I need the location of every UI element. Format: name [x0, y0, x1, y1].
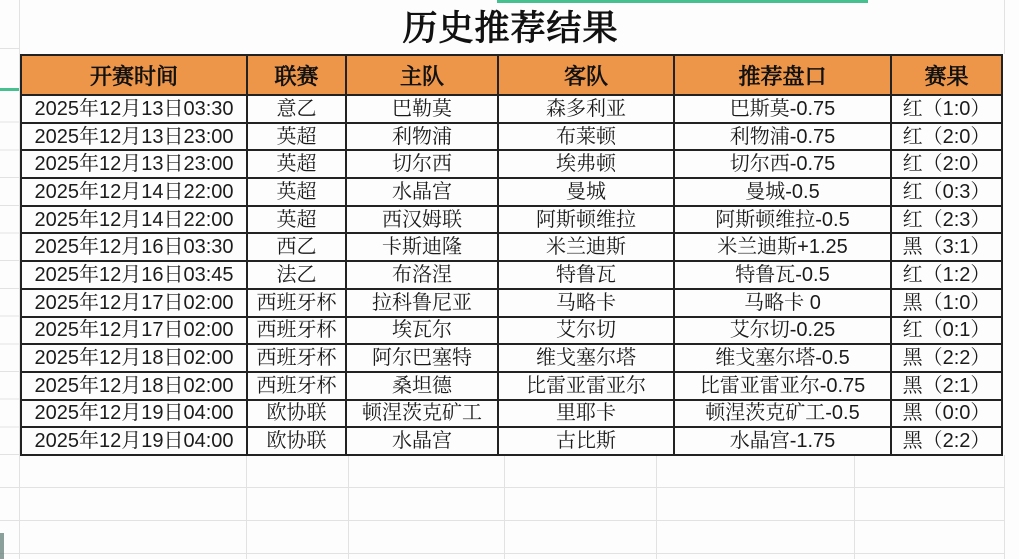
- table-row: [21, 150, 1002, 178]
- table-row: [21, 427, 1002, 455]
- empty-grid-vline: [246, 455, 247, 559]
- cell-league[interactable]: 西班牙杯: [247, 372, 346, 400]
- cell-result[interactable]: 红（0:3）: [891, 178, 1002, 206]
- cell-result[interactable]: 黑（2:2）: [891, 344, 1002, 372]
- cell-handicap[interactable]: 米兰迪斯+1.25: [674, 233, 891, 261]
- cell-league[interactable]: 英超: [247, 123, 346, 151]
- cell-time[interactable]: 2025年12月14日22:00: [21, 178, 247, 206]
- selection-edge-left: [0, 88, 19, 91]
- cell-time[interactable]: 2025年12月13日23:00: [21, 150, 247, 178]
- cell-home[interactable]: 桑坦德: [346, 372, 498, 400]
- cell-league[interactable]: 意乙: [247, 95, 346, 123]
- cell-result[interactable]: 黑（3:1）: [891, 233, 1002, 261]
- recommendation-table: [20, 54, 1003, 456]
- empty-grid-vline: [504, 455, 505, 559]
- cell-league[interactable]: 英超: [247, 150, 346, 178]
- cell-handicap[interactable]: 巴斯莫-0.75: [674, 95, 891, 123]
- cell-away[interactable]: 阿斯顿维拉: [498, 206, 674, 234]
- cell-result[interactable]: 红（2:3）: [891, 206, 1002, 234]
- cell-time[interactable]: 2025年12月18日02:00: [21, 344, 247, 372]
- table-row: [21, 317, 1002, 345]
- cell-handicap[interactable]: 艾尔切-0.25: [674, 317, 891, 345]
- cell-away[interactable]: 森多利亚: [498, 95, 674, 123]
- cell-away[interactable]: 埃弗顿: [498, 150, 674, 178]
- empty-grid-vline: [854, 455, 855, 559]
- cell-handicap[interactable]: 水晶宫-1.75: [674, 427, 891, 455]
- cell-away[interactable]: 里耶卡: [498, 400, 674, 428]
- cell-home[interactable]: 水晶宫: [346, 178, 498, 206]
- cell-league[interactable]: 西班牙杯: [247, 317, 346, 345]
- cell-home[interactable]: 拉科鲁尼亚: [346, 289, 498, 317]
- left-strip-title-gridline: [0, 48, 19, 49]
- table-row: [21, 233, 1002, 261]
- cell-time[interactable]: 2025年12月13日03:30: [21, 95, 247, 123]
- cell-time[interactable]: 2025年12月17日02:00: [21, 317, 247, 345]
- table-row: [21, 178, 1002, 206]
- cell-result[interactable]: 红（2:0）: [891, 123, 1002, 151]
- cell-league[interactable]: 英超: [247, 206, 346, 234]
- cell-league[interactable]: 欧协联: [247, 427, 346, 455]
- cell-league[interactable]: 英超: [247, 178, 346, 206]
- scroll-edge-mark: [0, 533, 4, 559]
- selection-edge-top: [497, 0, 868, 3]
- empty-cells-grid[interactable]: [20, 455, 1005, 559]
- cell-away[interactable]: 米兰迪斯: [498, 233, 674, 261]
- cell-away[interactable]: 古比斯: [498, 427, 674, 455]
- cell-handicap[interactable]: 切尔西-0.75: [674, 150, 891, 178]
- cell-away[interactable]: 艾尔切: [498, 317, 674, 345]
- table-row: [21, 400, 1002, 428]
- cell-league[interactable]: 法乙: [247, 261, 346, 289]
- cell-away[interactable]: 布莱顿: [498, 123, 674, 151]
- cell-home[interactable]: 西汉姆联: [346, 206, 498, 234]
- cell-home[interactable]: 切尔西: [346, 150, 498, 178]
- column-header-handicap[interactable]: 推荐盘口: [674, 55, 891, 95]
- cell-result[interactable]: 红（1:0）: [891, 95, 1002, 123]
- cell-result[interactable]: 黑（2:1）: [891, 372, 1002, 400]
- cell-handicap[interactable]: 利物浦-0.75: [674, 123, 891, 151]
- cell-league[interactable]: 西班牙杯: [247, 344, 346, 372]
- cell-handicap[interactable]: 顿涅茨克矿工-0.5: [674, 400, 891, 428]
- cell-result[interactable]: 红（1:2）: [891, 261, 1002, 289]
- table-row: [21, 289, 1002, 317]
- cell-time[interactable]: 2025年12月18日02:00: [21, 372, 247, 400]
- header-row: [21, 55, 1002, 95]
- cell-league[interactable]: 西乙: [247, 233, 346, 261]
- cell-home[interactable]: 水晶宫: [346, 427, 498, 455]
- column-header-league[interactable]: 联赛: [247, 55, 346, 95]
- cell-home[interactable]: 利物浦: [346, 123, 498, 151]
- cell-home[interactable]: 埃瓦尔: [346, 317, 498, 345]
- cell-handicap[interactable]: 阿斯顿维拉-0.5: [674, 206, 891, 234]
- column-header-result[interactable]: 赛果: [891, 55, 1002, 95]
- column-header-away[interactable]: 客队: [498, 55, 674, 95]
- right-edge-gridline: [1004, 0, 1005, 54]
- cell-away[interactable]: 曼城: [498, 178, 674, 206]
- cell-home[interactable]: 阿尔巴塞特: [346, 344, 498, 372]
- table-row: [21, 123, 1002, 151]
- cell-time[interactable]: 2025年12月16日03:30: [21, 233, 247, 261]
- table-row: [21, 344, 1002, 372]
- empty-grid-vline: [1004, 455, 1005, 559]
- cell-result[interactable]: 红（2:0）: [891, 150, 1002, 178]
- cell-result[interactable]: 黑（1:0）: [891, 289, 1002, 317]
- cell-time[interactable]: 2025年12月13日23:00: [21, 123, 247, 151]
- cell-time[interactable]: 2025年12月19日04:00: [21, 400, 247, 428]
- table-body: [21, 95, 1002, 455]
- cell-result[interactable]: 黑（0:0）: [891, 400, 1002, 428]
- cell-result[interactable]: 黑（2:2）: [891, 427, 1002, 455]
- empty-grid-vline: [348, 455, 349, 559]
- cell-time[interactable]: 2025年12月19日04:00: [21, 427, 247, 455]
- table-row: [21, 95, 1002, 123]
- cell-handicap[interactable]: 维戈塞尔塔-0.5: [674, 344, 891, 372]
- cell-league[interactable]: 欧协联: [247, 400, 346, 428]
- cell-away[interactable]: 特鲁瓦: [498, 261, 674, 289]
- cell-handicap[interactable]: 马略卡 0: [674, 289, 891, 317]
- empty-grid-vline: [656, 455, 657, 559]
- table-row: [21, 261, 1002, 289]
- cell-time[interactable]: 2025年12月17日02:00: [21, 289, 247, 317]
- cell-away[interactable]: 维戈塞尔塔: [498, 344, 674, 372]
- page-title[interactable]: 历史推荐结果: [402, 9, 619, 48]
- cell-handicap[interactable]: 比雷亚雷亚尔-0.75: [674, 372, 891, 400]
- cell-away[interactable]: 马略卡: [498, 289, 674, 317]
- cell-home[interactable]: 卡斯迪隆: [346, 233, 498, 261]
- cell-home[interactable]: 巴勒莫: [346, 95, 498, 123]
- left-strip-row-gridlines: [0, 95, 19, 456]
- cell-home[interactable]: 顿涅茨克矿工: [346, 400, 498, 428]
- cell-handicap[interactable]: 曼城-0.5: [674, 178, 891, 206]
- table-row: [21, 372, 1002, 400]
- cell-home[interactable]: 布洛涅: [346, 261, 498, 289]
- column-header-time[interactable]: 开赛时间: [21, 55, 247, 95]
- cell-time[interactable]: 2025年12月14日22:00: [21, 206, 247, 234]
- cell-time[interactable]: 2025年12月16日03:45: [21, 261, 247, 289]
- cell-result[interactable]: 红（0:1）: [891, 317, 1002, 345]
- column-header-home[interactable]: 主队: [346, 55, 498, 95]
- cell-away[interactable]: 比雷亚雷亚尔: [498, 372, 674, 400]
- cell-league[interactable]: 西班牙杯: [247, 289, 346, 317]
- table-row: [21, 206, 1002, 234]
- cell-handicap[interactable]: 特鲁瓦-0.5: [674, 261, 891, 289]
